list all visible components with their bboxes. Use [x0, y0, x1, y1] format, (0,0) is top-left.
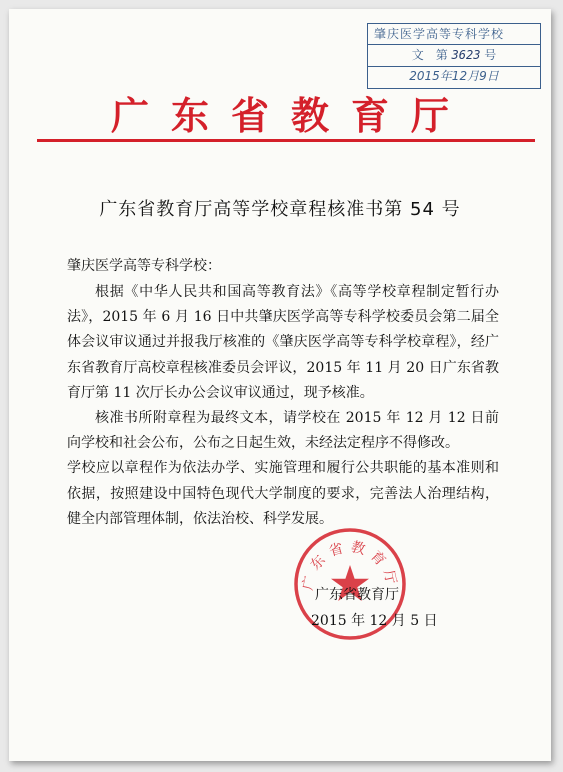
body-text: [67, 280, 499, 532]
signature-date: 2015 年 12 月 5 日: [311, 613, 438, 629]
receipt-stamp-org: 肇庆医学高等专科学校: [368, 24, 540, 45]
paragraph-3: 学校应以章程作为依法办学、实施管理和履行公共职能的基本准则和依据，按照建设中国特色现代大学制度的要求，完善法人治理结构，健全内部管理体制，依法治校、科学发展。: [67, 460, 499, 527]
receipt-number-suffix: 号: [484, 48, 497, 62]
red-rule-divider: [37, 139, 535, 142]
receipt-number-value: 3623: [451, 48, 481, 62]
addressee: 肇庆医学高等专科学校：: [67, 258, 221, 274]
seal-text: 广东省教育厅: [299, 539, 401, 592]
paragraph-2: 核准书所附章程为最终文本，请学校在 2015 年 12 月 12 日前向学校和社会公布，公布之日起生效，未经法定程序不得修改。: [67, 410, 499, 452]
paragraph-1: 根据《中华人民共和国高等教育法》《高等学校章程制定暂行办法》，2015 年 6 月 16 日中共肇庆医学高等专科学校委员会第二届全体会议审议通过并报我厅核准的《肇庆医学高等专科学校章程》，经广东省教育厅高校章程核准委员会评议，2015 年 11 月 20 日广东省教育厅第 11 次厅长办公会议审议通过，现予核准。: [67, 284, 499, 401]
document-page: [9, 9, 551, 761]
signature-org: 广东省教育厅: [315, 587, 399, 603]
receipt-number-prefix: 文 第: [411, 48, 448, 62]
receipt-stamp: [367, 23, 541, 89]
receipt-stamp-number: [368, 45, 540, 67]
document-title: 广东省教育厅高等学校章程核准书第 54 号: [99, 199, 461, 220]
receipt-stamp-date: 2015年12月9日: [409, 69, 499, 83]
masthead: 广东省教育厅: [110, 93, 471, 138]
